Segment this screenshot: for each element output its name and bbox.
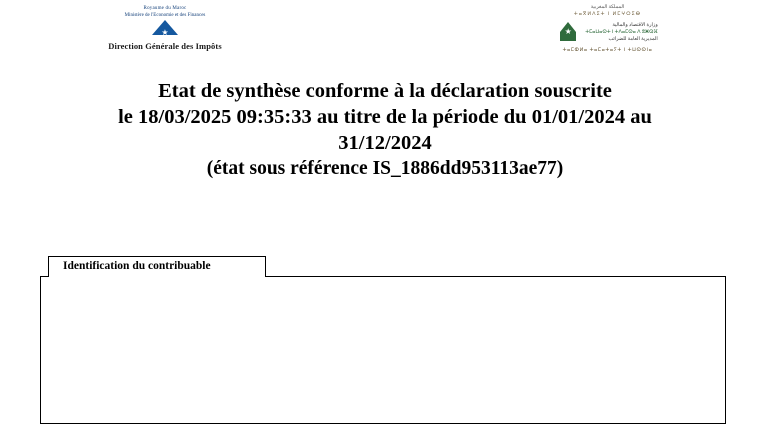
right-logo-block bbox=[515, 4, 700, 54]
title-line-2: le 18/03/2025 09:35:33 au titre de la période du 01/01/2024 au bbox=[118, 106, 652, 128]
left-logo-block bbox=[55, 6, 275, 51]
maroc-green-emblem-icon bbox=[557, 20, 579, 44]
right-logo-ar-bottom: المديرية العامة للضرائب bbox=[608, 36, 658, 42]
page-title bbox=[0, 78, 770, 182]
title-line-1: Etat de synthèse conforme à la déclaration souscrite bbox=[158, 80, 612, 102]
left-logo-crown-text: Royaume du Maroc bbox=[143, 6, 187, 11]
right-logo-ar-top: المملكة المغربية bbox=[590, 5, 625, 10]
right-logo-tifinagh-top: ⵜⴰⴳⵍⴷⵉⵜ ⵏ ⵍⵎⵖⵔⵉⴱ bbox=[573, 12, 642, 17]
identification-section-title: Identification du contribuable bbox=[63, 260, 211, 272]
identification-section-tab bbox=[48, 256, 266, 276]
right-emblem-row bbox=[515, 20, 700, 44]
green-star-icon: ★ bbox=[564, 27, 572, 36]
dgi-caption: Direction Générale des Impôts bbox=[108, 41, 222, 51]
left-logo-ministry-text: Ministère de l'Economie et des Finances bbox=[124, 13, 206, 18]
royaume-maroc-emblem-icon bbox=[122, 6, 208, 38]
title-line-3: 31/12/2024 bbox=[338, 132, 432, 154]
identification-panel bbox=[40, 276, 726, 424]
right-logo-ar-mid: وزارة الاقتصاد والمالية bbox=[612, 22, 658, 28]
right-logo-tifinagh-mid: ⵜⵎⴰⵡⴰⵙⵜ ⵏ ⵜⴷⴰⵎⵙⴰ ⴷ ⵓⵥⵕⴼ bbox=[585, 29, 658, 35]
right-logo-tifinagh-bottom: ⵜⴰⵎⵀⵍⴰ ⵜⴰⵎⴰⵜⴰⵢⵜ ⵏ ⵜⵡⵙⵙⵏⴰ bbox=[562, 48, 653, 53]
right-emblem-texts bbox=[585, 22, 658, 43]
star-icon: ★ bbox=[161, 28, 169, 37]
shield-icon bbox=[152, 20, 178, 35]
title-line-4: (état sous référence IS_1886dd953113ae77) bbox=[206, 158, 564, 179]
